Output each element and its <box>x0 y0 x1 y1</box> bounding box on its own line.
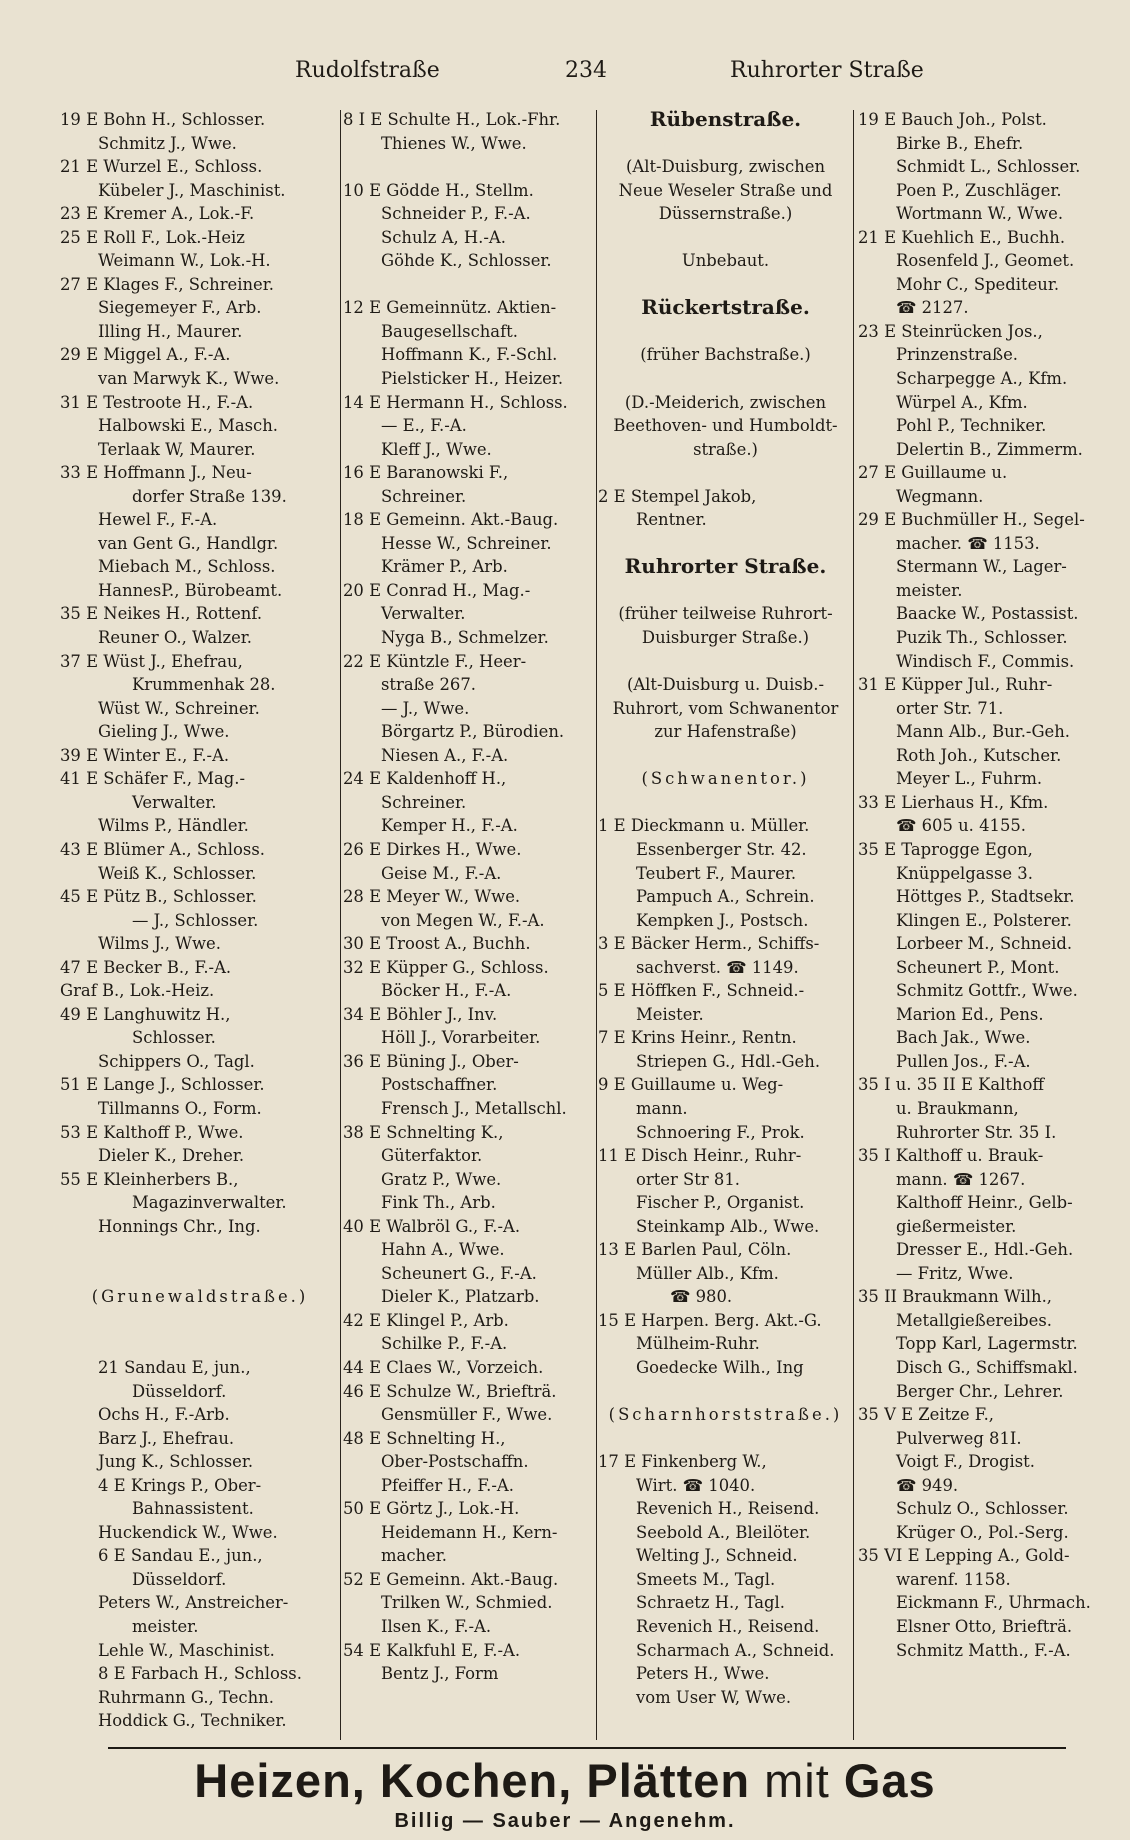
directory-line: Hahn A., Wwe. <box>381 1240 505 1260</box>
directory-line: Scheunert P., Mont. <box>896 957 1060 977</box>
directory-line: macher. ☎ 1153. <box>896 533 1040 553</box>
directory-line: Terlaak W, Maurer. <box>98 439 256 459</box>
directory-line: 24 E Kaldenhoff H., <box>343 769 507 789</box>
directory-line: Bahnassistent. <box>132 1499 254 1519</box>
directory-line: (Alt-Duisburg, zwischen <box>625 157 826 177</box>
column-1 <box>60 108 340 1744</box>
directory-line: Pfeiffer H., F.-A. <box>381 1475 514 1495</box>
directory-line: Teubert F., Maurer. <box>636 863 797 883</box>
directory-line: 15 E Harpen. Berg. Akt.-G. <box>598 1310 822 1330</box>
directory-line: Schmidt L., Schlosser. <box>896 157 1081 177</box>
directory-line: Birke B., Ehefr. <box>896 133 1024 153</box>
directory-line: Pullen Jos., F.-A. <box>896 1051 1031 1071</box>
directory-line <box>60 1332 340 1356</box>
directory-line: Geise M., F.-A. <box>381 863 502 883</box>
directory-line: Pohl P., Techniker. <box>896 416 1047 436</box>
directory-line: Gensmüller F., Wwe. <box>381 1405 553 1425</box>
directory-line: 27 E Klages F., Schreiner. <box>60 274 275 294</box>
directory-line: Ober-Postschaffn. <box>381 1452 529 1472</box>
directory-line: 44 E Claes W., Vorzeich. <box>343 1357 544 1377</box>
directory-line: Marion Ed., Pens. <box>896 1004 1044 1024</box>
directory-line <box>60 1309 340 1333</box>
directory-line: 55 E Kleinherbers B., <box>60 1169 239 1189</box>
directory-line: Pampuch A., Schrein. <box>636 887 815 907</box>
directory-line: — Fritz, Wwe. <box>896 1263 1014 1283</box>
directory-line: (Schwanentor.) <box>641 769 810 789</box>
directory-line: Höll J., Vorarbeiter. <box>381 1028 541 1048</box>
directory-line <box>598 273 853 297</box>
directory-line: 34 E Böhler J., Inv. <box>343 1004 498 1024</box>
directory-line: Meyer L., Fuhrm. <box>896 769 1043 789</box>
directory-line: orter Str 81. <box>636 1169 740 1189</box>
directory-line: u. Braukmann, <box>896 1098 1019 1118</box>
directory-line: Metallgießereibes. <box>896 1310 1052 1330</box>
directory-line: 20 E Conrad H., Mag.- <box>343 580 531 600</box>
directory-line: Wüst W., Schreiner. <box>98 698 260 718</box>
directory-line: 39 E Winter E., F.-A. <box>60 745 230 765</box>
directory-line: 9 E Guillaume u. Weg- <box>598 1075 784 1095</box>
directory-line: Rentner. <box>636 510 707 530</box>
directory-line: Börgartz P., Bürodien. <box>381 722 565 742</box>
directory-line <box>343 155 601 179</box>
directory-line: 38 E Schnelting K., <box>343 1122 504 1142</box>
directory-line: Topp Karl, Lagermstr. <box>896 1334 1078 1354</box>
directory-line: Peters W., Anstreicher- <box>98 1593 289 1613</box>
directory-line: 53 E Kalthoff P., Wwe. <box>60 1122 244 1142</box>
directory-line <box>598 532 853 556</box>
directory-line: Krämer P., Arb. <box>381 557 508 577</box>
column-rule <box>853 110 854 1740</box>
directory-line <box>598 132 853 156</box>
directory-line: Würpel A., Kfm. <box>896 392 1028 412</box>
directory-line: Mann Alb., Bur.-Geh. <box>896 722 1071 742</box>
directory-line: macher. <box>381 1546 447 1566</box>
directory-line: Stermann W., Lager- <box>896 557 1067 577</box>
directory-line: Hoffmann K., F.-Schl. <box>381 345 558 365</box>
directory-line: Hoddick G., Techniker. <box>98 1711 287 1731</box>
directory-line: 7 E Krins Heinr., Rentn. <box>598 1028 797 1048</box>
directory-line: 1 E Dieckmann u. Müller. <box>598 816 810 836</box>
directory-line: 16 E Baranowski F., <box>343 463 509 483</box>
directory-line: ☎ 2127. <box>896 298 969 318</box>
directory-line: 25 E Roll F., Lok.-Heiz <box>60 227 245 247</box>
directory-line: 40 E Walbröl G., F.-A. <box>343 1216 521 1236</box>
running-head-left: Rudolfstraße <box>295 58 440 83</box>
directory-line: 45 E Pütz B., Schlosser. <box>60 887 257 907</box>
directory-line: Wegmann. <box>896 486 984 506</box>
directory-line: 35 E Taprogge Egon, <box>858 839 1033 859</box>
directory-line: 43 E Blümer A., Schloss. <box>60 839 265 859</box>
directory-line: 30 E Troost A., Buchh. <box>343 934 531 954</box>
directory-line: 21 Sandau E, jun., <box>98 1357 251 1377</box>
directory-line: Ochs H., F.-Arb. <box>98 1405 230 1425</box>
directory-line: Windisch F., Commis. <box>896 651 1075 671</box>
directory-line: — E., F.-A. <box>381 416 467 436</box>
directory-line: Scharpegge A., Kfm. <box>896 369 1068 389</box>
directory-line: (Alt-Duisburg u. Duisb.- <box>626 675 825 695</box>
directory-line: Lorbeer M., Schneid. <box>896 934 1073 954</box>
directory-line: Graf B., Lok.-Heiz. <box>60 981 215 1001</box>
directory-line: 33 E Hoffmann J., Neu- <box>60 463 252 483</box>
directory-line: Schippers O., Tagl. <box>98 1051 255 1071</box>
directory-line: Rosenfeld J., Geomet. <box>896 251 1075 271</box>
directory-line: 8 E Farbach H., Schloss. <box>98 1664 302 1684</box>
column-3 <box>598 108 853 1744</box>
directory-line: 35 VI E Lepping A., Gold- <box>858 1546 1070 1566</box>
directory-line: Krummenhak 28. <box>132 675 276 695</box>
directory-line: Hesse W., Schreiner. <box>381 533 552 553</box>
directory-line: Müller Alb., Kfm. <box>636 1263 779 1283</box>
directory-line: 48 E Schnelting H., <box>343 1428 506 1448</box>
directory-line: — J., Schlosser. <box>132 910 259 930</box>
directory-line: sachverst. ☎ 1149. <box>636 957 799 977</box>
directory-line: Magazinverwalter. <box>132 1193 287 1213</box>
directory-line: Ruhrmann G., Techn. <box>98 1687 274 1707</box>
directory-line: 26 E Dirkes H., Wwe. <box>343 839 522 859</box>
directory-line: 8 I E Schulte H., Lok.-Fhr. <box>343 110 561 129</box>
directory-line: Jung K., Schlosser. <box>98 1452 254 1472</box>
directory-line: 2 E Stempel Jakob, <box>598 486 757 506</box>
directory-line: 21 E Wurzel E., Schloss. <box>60 157 263 177</box>
directory-line: van Gent G., Handlgr. <box>98 533 279 553</box>
directory-line: 5 E Höffken F., Schneid.- <box>598 981 805 1001</box>
directory-line: straße.) <box>693 439 758 459</box>
directory-line: Fink Th., Arb. <box>381 1193 496 1213</box>
directory-line: Verwalter. <box>132 792 217 812</box>
directory-line: Welting J., Schneid. <box>636 1546 798 1566</box>
directory-line: Verwalter. <box>381 604 466 624</box>
directory-line: Prinzenstraße. <box>896 345 1019 365</box>
directory-line: 35 E Neikes H., Rottenf. <box>60 604 263 624</box>
directory-line: 41 E Schäfer F., Mag.- <box>60 769 246 789</box>
directory-line: 10 E Gödde H., Stellm. <box>343 180 534 200</box>
directory-line: Niesen A., F.-A. <box>381 745 509 765</box>
directory-line: Göhde K., Schlosser. <box>381 251 552 271</box>
directory-line: Schilke P., F.-A. <box>381 1334 508 1354</box>
directory-line: zur Hafenstraße) <box>654 722 797 742</box>
directory-line: 18 E Gemeinn. Akt.-Baug. <box>343 510 559 530</box>
directory-line: 12 E Gemeinnütz. Aktien- <box>343 298 557 318</box>
column-2 <box>343 108 601 1744</box>
directory-line: Unbebaut. <box>681 251 770 271</box>
directory-line: Schulz A, H.-A. <box>381 227 506 247</box>
directory-line: straße 267. <box>381 675 476 695</box>
directory-line: 52 E Gemeinn. Akt.-Baug. <box>343 1569 559 1589</box>
directory-line: Kübeler J., Maschinist. <box>98 180 286 200</box>
directory-line: gießermeister. <box>896 1216 1017 1236</box>
directory-line: Schulz O., Schlosser. <box>896 1499 1069 1519</box>
directory-line: 22 E Küntzle F., Heer- <box>343 651 527 671</box>
page-number: 234 <box>565 58 607 83</box>
directory-line: Essenberger Str. 42. <box>636 839 807 859</box>
directory-line: Postschaffner. <box>381 1075 498 1095</box>
directory-line: Scheunert G., F.-A. <box>381 1263 537 1283</box>
directory-line: dorfer Straße 139. <box>132 486 287 506</box>
directory-line: Trilken W., Schmied. <box>381 1593 553 1613</box>
directory-line: Weiß K., Schlosser. <box>98 863 257 883</box>
directory-line: Revenich H., Reisend. <box>636 1499 820 1519</box>
directory-line: Wilms J., Wwe. <box>98 934 221 954</box>
directory-line: 35 V E Zeitze F., <box>858 1405 994 1425</box>
directory-line: Revenich H., Reisend. <box>636 1617 820 1636</box>
directory-line: Höttges P., Stadtsekr. <box>896 887 1075 907</box>
directory-line: Pielsticker H., Heizer. <box>381 369 564 389</box>
directory-line <box>598 579 853 603</box>
ad-tagline: Billig — Sauber — Angenehm. <box>394 1810 736 1832</box>
directory-line: 42 E Klingel P., Arb. <box>343 1310 509 1330</box>
directory-line: 6 E Sandau E., jun., <box>98 1546 263 1566</box>
directory-line: (früher Bachstraße.) <box>640 345 811 365</box>
directory-line <box>598 320 853 344</box>
directory-line: Striepen G., Hdl.-Geh. <box>636 1051 821 1071</box>
directory-line: Miebach M., Schloss. <box>98 557 276 577</box>
directory-line: Böcker H., F.-A. <box>381 981 512 1001</box>
column-rule <box>596 110 597 1740</box>
column-rule <box>340 110 341 1740</box>
directory-line: Poen P., Zuschläger. <box>896 180 1062 200</box>
directory-line: Barz J., Ehefrau. <box>98 1428 235 1448</box>
directory-line: orter Str. 71. <box>896 698 1004 718</box>
directory-line: (D.-Meiderich, zwischen <box>624 392 827 412</box>
directory-line: Baacke W., Postassist. <box>896 604 1079 624</box>
directory-line: 50 E Görtz J., Lok.-H. <box>343 1499 520 1519</box>
directory-line: 29 E Miggel A., F.-A. <box>60 345 231 365</box>
directory-line: 4 E Krings P., Ober- <box>98 1475 262 1495</box>
directory-line: Honnings Chr., Ing. <box>98 1216 261 1236</box>
directory-line <box>60 1262 340 1286</box>
ad-mit: mit <box>764 1754 830 1807</box>
directory-line: 32 E Küpper G., Schloss. <box>343 957 549 977</box>
street-heading: Rückertstraße. <box>641 295 810 320</box>
directory-line <box>598 226 853 250</box>
directory-line: Elsner Otto, Briefträ. <box>896 1617 1073 1636</box>
directory-line: Neue Weseler Straße und <box>618 180 833 200</box>
directory-line: Schreiner. <box>381 486 467 506</box>
directory-line: Nyga B., Schmelzer. <box>381 628 549 648</box>
directory-line: Siegemeyer F., Arb. <box>98 298 262 318</box>
directory-line: 46 E Schulze W., Briefträ. <box>343 1381 557 1401</box>
directory-line: Schraetz H., Tagl. <box>636 1593 786 1613</box>
directory-line: Meister. <box>636 1004 704 1024</box>
directory-line: Wortmann W., Wwe. <box>896 204 1064 224</box>
directory-line: 35 I u. 35 II E Kalthoff <box>858 1075 1045 1095</box>
directory-line: Ruhrorter Str. 35 I. <box>896 1122 1057 1142</box>
directory-line: Schlosser. <box>132 1028 216 1048</box>
directory-line: 19 E Bauch Joh., Polst. <box>858 110 1047 129</box>
directory-line: 31 E Testroote H., F.-A. <box>60 392 254 412</box>
directory-line: Scharmach A., Schneid. <box>636 1640 835 1660</box>
directory-line: Ilsen K., F.-A. <box>381 1617 492 1636</box>
directory-line: Puzik Th., Schlosser. <box>896 628 1068 648</box>
directory-line: Berger Chr., Lehrer. <box>896 1381 1064 1401</box>
directory-line: 11 E Disch Heinr., Ruhr- <box>598 1146 802 1166</box>
directory-line: Frensch J., Metallschl. <box>381 1098 567 1118</box>
directory-line: Schreiner. <box>381 792 467 812</box>
directory-line: Bentz J., Form <box>381 1664 499 1684</box>
directory-line: meister. <box>132 1617 199 1636</box>
directory-line: Schmitz Matth., F.-A. <box>896 1640 1071 1660</box>
directory-line: Schnoering F., Prok. <box>636 1122 805 1142</box>
directory-line: Kemper H., F.-A. <box>381 816 518 836</box>
directory-line: ☎ 605 u. 4155. <box>896 816 1027 836</box>
directory-line: warenf. 1158. <box>896 1569 1011 1589</box>
directory-line: — J., Wwe. <box>381 698 470 718</box>
directory-line <box>343 273 601 297</box>
directory-line: 37 E Wüst J., Ehefrau, <box>60 651 243 671</box>
directory-line: Dieler K., Dreher. <box>98 1146 245 1166</box>
directory-line: 36 E Büning J., Ober- <box>343 1051 519 1071</box>
directory-line: Krüger O., Pol.-Serg. <box>896 1522 1069 1542</box>
directory-line: Steinkamp Alb., Wwe. <box>636 1216 820 1236</box>
directory-line: Schmitz J., Wwe. <box>98 133 237 153</box>
directory-line: Güterfaktor. <box>381 1146 483 1166</box>
directory-line: (früher teilweise Ruhrort- <box>618 604 833 624</box>
directory-line: Pulverweg 81I. <box>896 1428 1022 1448</box>
directory-line: 35 I Kalthoff u. Brauk- <box>858 1146 1044 1166</box>
directory-line: van Marwyk K., Wwe. <box>98 369 280 389</box>
directory-line: Wilms P., Händler. <box>98 816 249 836</box>
directory-line: (Scharnhorststraße.) <box>608 1405 843 1425</box>
directory-line: Heidemann H., Kern- <box>381 1522 558 1542</box>
directory-line: 35 II Braukmann Wilh., <box>858 1287 1053 1307</box>
directory-line: 17 E Finkenberg W., <box>598 1452 767 1472</box>
directory-line: 49 E Langhuwitz H., <box>60 1004 231 1024</box>
directory-line: Lehle W., Maschinist. <box>98 1640 275 1660</box>
directory-line: meister. <box>896 580 963 600</box>
directory-line: 19 E Bohn H., Schlosser. <box>60 110 266 129</box>
directory-line <box>598 1427 853 1451</box>
directory-line: Dieler K., Platzarb. <box>381 1287 540 1307</box>
directory-line: Fischer P., Organist. <box>636 1193 805 1213</box>
directory-line: Duisburger Straße.) <box>641 628 810 648</box>
directory-line: Knüppelgasse 3. <box>896 863 1033 883</box>
directory-line: 27 E Guillaume u. <box>858 463 1008 483</box>
ad-gas: Gas <box>843 1754 936 1807</box>
directory-line: Düsseldorf. <box>132 1569 227 1589</box>
directory-line: ☎ 949. <box>896 1475 959 1495</box>
directory-line: Kalthoff Heinr., Gelb- <box>896 1193 1073 1213</box>
directory-line: Voigt F., Drogist. <box>896 1452 1035 1472</box>
directory-line: 23 E Steinrücken Jos., <box>858 321 1043 341</box>
directory-line <box>598 461 853 485</box>
directory-line <box>598 791 853 815</box>
directory-line: 51 E Lange J., Schlosser. <box>60 1075 265 1095</box>
directory-line: 33 E Lierhaus H., Kfm. <box>858 792 1049 812</box>
directory-line: Thienes W., Wwe. <box>381 133 527 153</box>
directory-line: Mülheim-Ruhr. <box>636 1334 760 1354</box>
directory-line: Huckendick W., Wwe. <box>98 1522 278 1542</box>
directory-line: 3 E Bäcker Herm., Schiffs- <box>598 934 820 954</box>
directory-line: Wirt. ☎ 1040. <box>636 1475 756 1495</box>
directory-line: HannesP., Bürobeamt. <box>98 580 283 600</box>
directory-line: Kleff J., Wwe. <box>381 439 492 459</box>
directory-line: Baugesellschaft. <box>381 321 518 341</box>
directory-line: 21 E Kuehlich E., Buchh. <box>858 227 1066 247</box>
directory-line: Gieling J., Wwe. <box>98 722 230 742</box>
directory-line: ☎ 980. <box>670 1287 733 1307</box>
directory-line: Smeets M., Tagl. <box>636 1569 776 1589</box>
footer-rule <box>108 1747 1066 1749</box>
directory-line: Mohr C., Spediteur. <box>896 274 1060 294</box>
directory-line: Klingen E., Polsterer. <box>896 910 1072 930</box>
directory-line: Gratz P., Wwe. <box>381 1169 502 1189</box>
directory-line <box>60 1238 340 1262</box>
ad-main-text: Heizen, Kochen, Plätten <box>194 1754 751 1807</box>
directory-line: mann. <box>636 1098 688 1118</box>
directory-line <box>598 367 853 391</box>
directory-line: Disch G., Schiffsmakl. <box>896 1357 1078 1377</box>
directory-line: Düssernstraße.) <box>658 204 793 224</box>
directory-line <box>598 1380 853 1404</box>
directory-line: Peters H., Wwe. <box>636 1664 770 1684</box>
directory-line: Schmitz Gottfr., Wwe. <box>896 981 1078 1001</box>
directory-line: Reuner O., Walzer. <box>98 628 253 648</box>
directory-line: 23 E Kremer A., Lok.-F. <box>60 204 255 224</box>
column-4 <box>858 108 1120 1744</box>
street-heading: Ruhrorter Straße. <box>624 554 827 579</box>
directory-line: 14 E Hermann H., Schloss. <box>343 392 568 412</box>
directory-line: vom User W, Wwe. <box>636 1687 792 1707</box>
directory-line: Dresser E., Hdl.-Geh. <box>896 1240 1074 1260</box>
directory-line: 13 E Barlen Paul, Cöln. <box>598 1240 792 1260</box>
street-heading: Rübenstraße. <box>649 108 802 131</box>
directory-line: 31 E Küpper Jul., Ruhr- <box>858 675 1053 695</box>
directory-line: Illing H., Maurer. <box>98 321 243 341</box>
directory-line: Kempken J., Postsch. <box>636 910 809 930</box>
directory-line: Eickmann F., Uhrmach. <box>896 1593 1091 1613</box>
directory-line: Seebold A., Bleilöter. <box>636 1522 811 1542</box>
directory-line: Bach Jak., Wwe. <box>896 1028 1031 1048</box>
running-head-right: Ruhrorter Straße <box>730 58 924 83</box>
directory-line <box>598 650 853 674</box>
directory-line: Ruhrort, vom Schwanentor <box>612 698 839 718</box>
directory-line: von Megen W., F.-A. <box>381 910 545 930</box>
directory-line: Hewel F., F.-A. <box>98 510 218 530</box>
directory-line: (Grunewaldstraße.) <box>91 1287 309 1307</box>
directory-line: Weimann W., Lok.-H. <box>98 251 271 271</box>
directory-line: 29 E Buchmüller H., Segel- <box>858 510 1085 530</box>
directory-line: Roth Joh., Kutscher. <box>896 745 1062 765</box>
directory-line: Tillmanns O., Form. <box>98 1098 262 1118</box>
directory-line <box>598 744 853 768</box>
directory-line: Düsseldorf. <box>132 1381 227 1401</box>
directory-line: Goedecke Wilh., Ing <box>636 1357 804 1377</box>
directory-line: 47 E Becker B., F.-A. <box>60 957 232 977</box>
directory-line: 28 E Meyer W., Wwe. <box>343 887 521 907</box>
directory-line: Schneider P., F.-A. <box>381 204 531 224</box>
gas-advertisement <box>0 1752 1130 1810</box>
directory-line: mann. ☎ 1267. <box>896 1169 1026 1189</box>
directory-line: Delertin B., Zimmerm. <box>896 439 1083 459</box>
directory-line: 54 E Kalkfuhl E, F.-A. <box>343 1640 521 1660</box>
directory-line: Halbowski E., Masch. <box>98 416 279 436</box>
directory-line: Beethoven- und Humboldt- <box>613 416 838 436</box>
